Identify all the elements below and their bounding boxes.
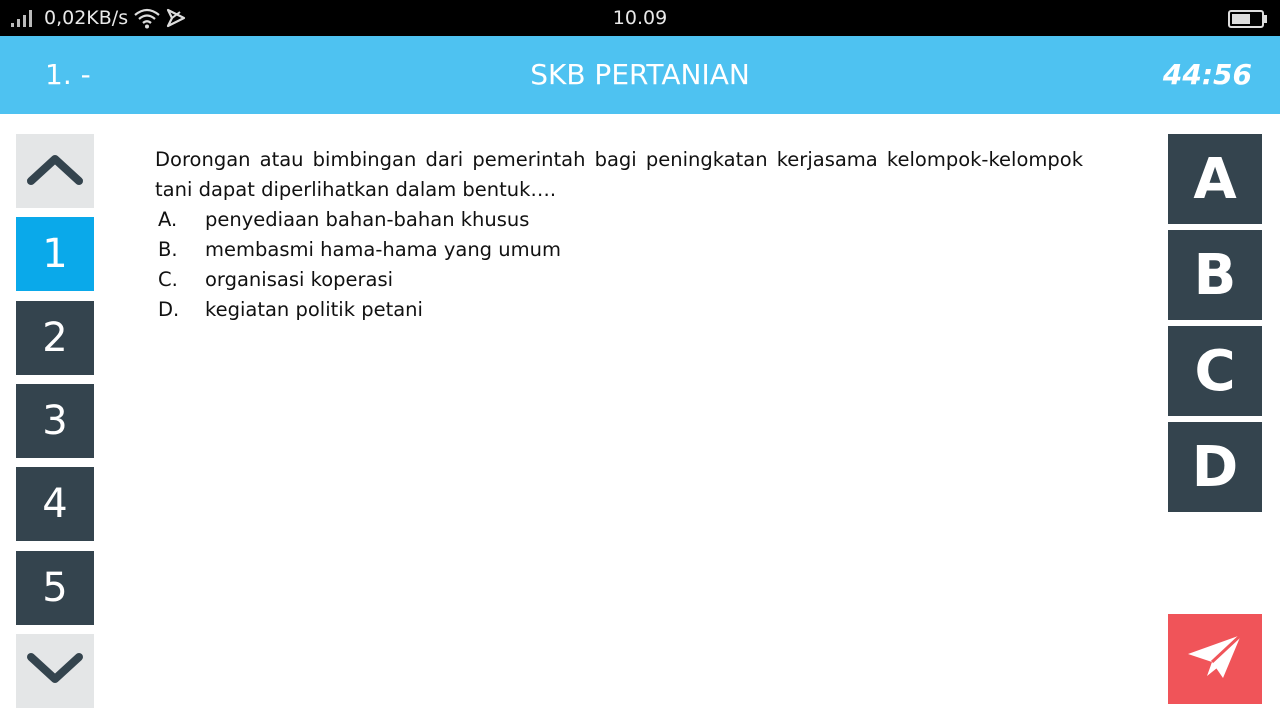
question-nav-2[interactable]: [16, 301, 94, 375]
question-nav-5[interactable]: [16, 551, 94, 625]
question-panel: [155, 145, 1083, 325]
option-a: [155, 205, 1083, 235]
network-speed: 0,02KB/s: [44, 7, 129, 29]
option-c: [155, 265, 1083, 295]
option-d: [155, 295, 1083, 325]
battery-icon: [1228, 10, 1268, 32]
paper-plane-icon: [1185, 632, 1245, 686]
option-letter: B.: [158, 238, 178, 261]
question-nav-3[interactable]: [16, 384, 94, 458]
option-b: [155, 235, 1083, 265]
clock: 10.09: [612, 7, 668, 29]
question-nav-1[interactable]: [16, 217, 94, 291]
countdown-timer: 44:56: [1162, 58, 1252, 91]
question-nav-label: 2: [42, 315, 68, 361]
question-nav-label: 4: [42, 481, 68, 527]
answer-label: A: [1193, 146, 1237, 212]
option-letter: C.: [158, 268, 178, 291]
answer-d-button[interactable]: [1168, 422, 1262, 512]
question-text: Dorongan atau bimbingan dari pemerintah bagi peningkatan kerjasama kelompok-kelompok tani dapat diperlihatkan dalam bentuk….: [155, 148, 1083, 201]
question-nav-4[interactable]: [16, 467, 94, 541]
answer-c-button[interactable]: [1168, 326, 1262, 416]
question-nav-label: 5: [42, 565, 68, 611]
option-text: penyediaan bahan-bahan khusus: [205, 208, 530, 231]
option-letter: D.: [158, 298, 180, 321]
answer-label: D: [1191, 434, 1239, 500]
option-text: organisasi koperasi: [205, 268, 394, 291]
question-nav-label: 1: [42, 231, 68, 277]
page-title: SKB PERTANIAN: [530, 58, 750, 91]
answer-b-button[interactable]: [1168, 230, 1262, 320]
chevron-down-icon: [25, 651, 85, 691]
scroll-down-button[interactable]: [16, 634, 94, 708]
app-header: [0, 36, 1280, 114]
scroll-up-button[interactable]: [16, 134, 94, 208]
answer-a-button[interactable]: [1168, 134, 1262, 224]
answer-label: B: [1193, 242, 1237, 308]
answer-label: C: [1194, 338, 1236, 404]
option-letter: A.: [158, 208, 178, 231]
option-text: kegiatan politik petani: [205, 298, 423, 321]
question-number: 1. -: [45, 58, 91, 91]
option-text: membasmi hama-hama yang umum: [205, 238, 561, 261]
question-nav-label: 3: [42, 398, 68, 444]
submit-button[interactable]: [1168, 614, 1262, 704]
chevron-up-icon: [25, 151, 85, 191]
status-bar: [0, 0, 1280, 36]
